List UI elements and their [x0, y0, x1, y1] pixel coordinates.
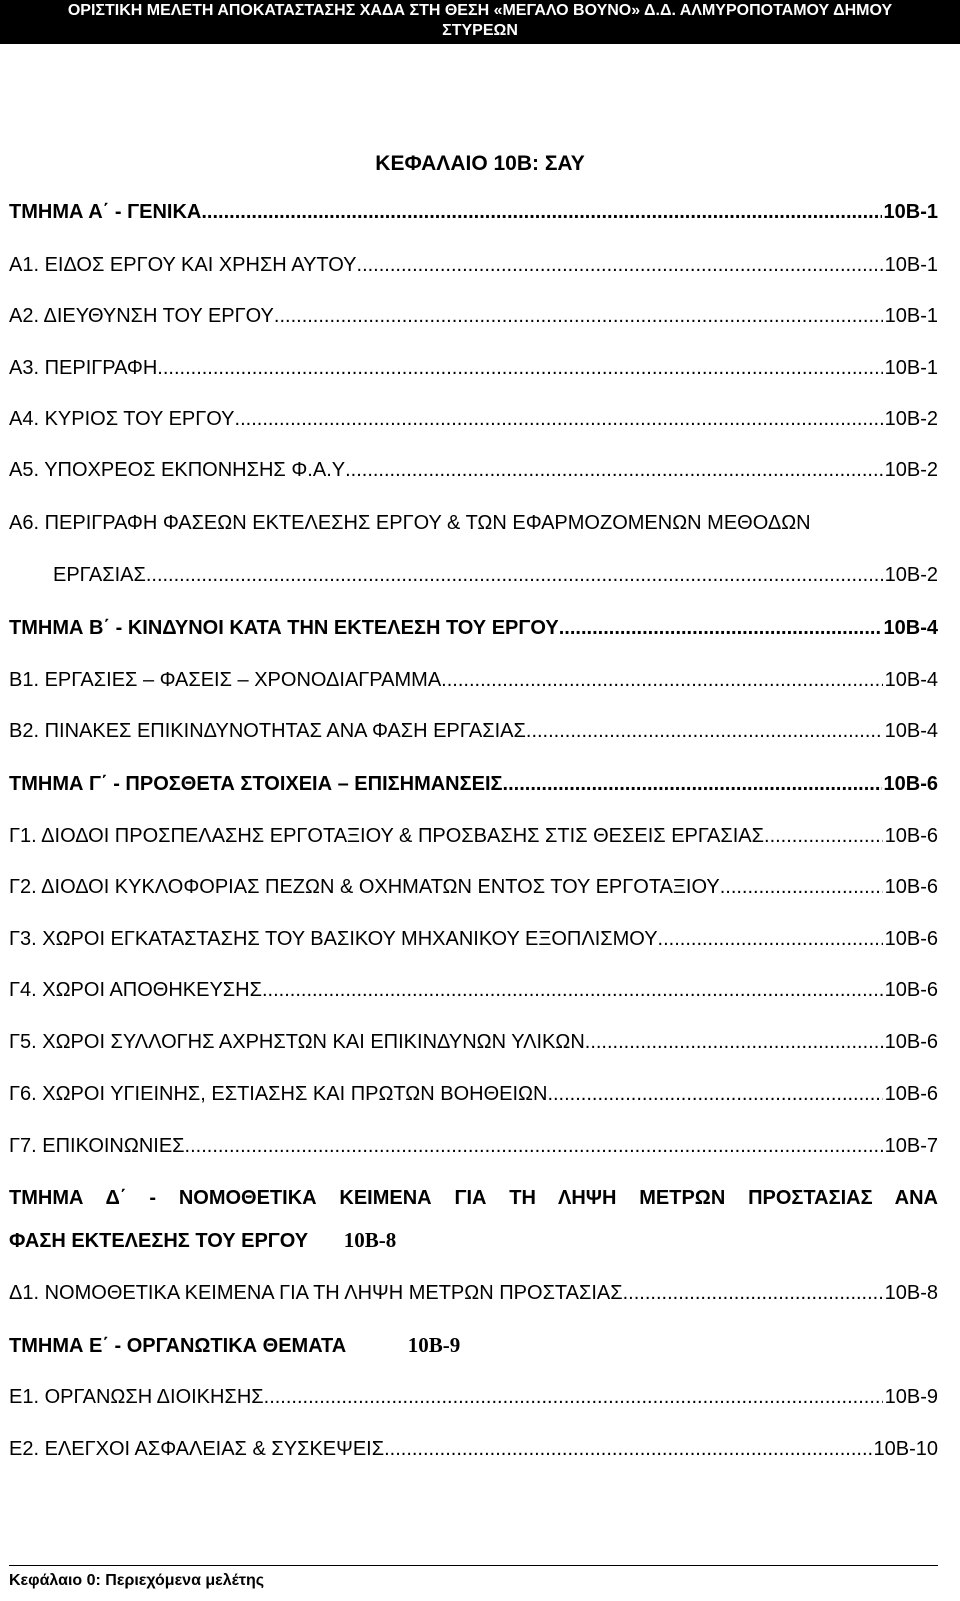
toc-leader [503, 770, 882, 798]
toc-label: Β1. ΕΡΓΑΣΙΕΣ – ΦΑΣΕΙΣ – ΧΡΟΝΟΔΙΑΓΡΑΜΜΑ [9, 669, 442, 691]
toc-item-c2[interactable] [9, 873, 938, 901]
toc-label: Α3. ΠΕΡΙΓΡΑΦΗ [9, 357, 158, 379]
toc-item-a5[interactable] [9, 456, 938, 484]
toc-item-a3[interactable] [9, 354, 938, 382]
toc-leader [201, 198, 881, 226]
toc-section-e[interactable] [9, 1331, 460, 1360]
toc-label: ΤΜΗΜΑ Β΄ - ΚΙΝΔΥΝΟΙ ΚΑΤΑ ΤΗΝ ΕΚΤΕΛΕΣΗ ΤΟΥ ΕΡΓΟΥ [9, 617, 559, 639]
toc-section-a[interactable] [9, 198, 938, 226]
toc-page-number: 10Β-2 [884, 459, 938, 481]
toc-page-number: 10Β-1 [884, 357, 938, 379]
toc-page-number: 10Β-6 [884, 876, 938, 898]
toc-label: Δ1. ΝΟΜΟΘΕΤΙΚΑ ΚΕΙΜΕΝΑ ΓΙΑ ΤΗ ΛΗΨΗ ΜΕΤΡΩΝ ΠΡΟΣΤΑΣΙΑΣ [9, 1282, 623, 1304]
toc-page-number: 10Β-2 [884, 564, 938, 586]
header-line-2: ΣΤΥΡΕΩΝ [442, 22, 518, 39]
toc-label: Α2. ΔΙΕΥΘΥΝΣΗ ΤΟΥ ΕΡΓΟΥ [9, 305, 274, 327]
toc-page-number: 10Β-1 [883, 201, 938, 223]
toc-item-e2[interactable] [9, 1435, 938, 1463]
toc-leader [764, 822, 883, 850]
toc-leader [262, 976, 883, 1004]
toc-label: ΕΡΓΑΣΙΑΣ [53, 564, 146, 586]
page-footer: Κεφάλαιο 0: Περιεχόμενα μελέτης [9, 1572, 265, 1589]
header-line-1: ΟΡΙΣΤΙΚΗ ΜΕΛΕΤΗ ΑΠΟΚΑΤΑΣΤΑΣΗΣ ΧΑΔΑ ΣΤΗ ΘΕΣΗ «ΜΕΓΑΛΟ ΒΟΥΝΟ» Δ.Δ. ΑΛΜΥΡΟΠΟΤΑΜΟΥ ΔΗΜΟΥ [67, 2, 893, 19]
toc-label: Γ2. ΔΙΟΔΟΙ ΚΥΚΛΟΦΟΡΙΑΣ ΠΕΖΩΝ & ΟΧΗΜΑΤΩΝ ΕΝΤΟΣ ΤΟΥ ΕΡΓΟΤΑΞΙΟΥ [9, 876, 720, 898]
toc-section-d-line-2[interactable] [9, 1226, 396, 1255]
toc-item-c6[interactable] [9, 1080, 938, 1108]
toc-label: ΤΜΗΜΑ Ε΄ - ΟΡΓΑΝΩΤΙΚΑ ΘΕΜΑΤΑ [9, 1335, 347, 1357]
toc-page-number: 10Β-4 [883, 617, 938, 639]
toc-leader [585, 1028, 883, 1056]
toc-item-d1[interactable] [9, 1279, 938, 1307]
toc-label: ΤΜΗΜΑ Α΄ - ΓΕΝΙΚΑ [9, 201, 202, 223]
toc-page-number: 10Β-6 [884, 1031, 938, 1053]
toc-leader [384, 1435, 871, 1463]
toc-label: Γ3. ΧΩΡΟΙ ΕΓΚΑΤΑΣΤΑΣΗΣ ΤΟΥ ΒΑΣΙΚΟΥ ΜΗΧΑΝΙΚΟΥ ΕΞΟΠΛΙΣΜΟΥ [9, 928, 658, 950]
toc-item-c7[interactable] [9, 1132, 938, 1160]
toc-leader [185, 1132, 883, 1160]
toc-label: Γ5. ΧΩΡΟΙ ΣΥΛΛΟΓΗΣ ΑΧΡΗΣΤΩΝ ΚΑΙ ΕΠΙΚΙΝΔΥΝΩΝ ΥΛΙΚΩΝ [9, 1031, 585, 1053]
toc-label: ΦΑΣΗ ΕΚΤΕΛΕΣΗΣ ΤΟΥ ΕΡΓΟΥ [9, 1230, 309, 1252]
document-header [0, 0, 960, 44]
toc-item-a1[interactable] [9, 251, 938, 279]
toc-section-b[interactable] [9, 614, 938, 642]
toc-item-e1[interactable] [9, 1383, 938, 1411]
toc-leader [157, 354, 882, 382]
toc-leader [720, 873, 883, 901]
toc-leader [235, 405, 883, 433]
toc-section-c[interactable] [9, 770, 938, 798]
toc-item-b2[interactable] [9, 717, 938, 745]
toc-page-number: 10Β-6 [884, 1083, 938, 1105]
toc-page-number: 10Β-9 [407, 1333, 461, 1357]
toc-page-number: 10Β-2 [884, 408, 938, 430]
toc-label: ΤΜΗΜΑ Γ΄ - ΠΡΟΣΘΕΤΑ ΣΤΟΙΧΕΙΑ – ΕΠΙΣΗΜΑΝΣΕΙΣ [9, 773, 503, 795]
toc-item-c1[interactable] [9, 822, 938, 850]
toc-leader [264, 1383, 883, 1411]
toc-leader [441, 666, 882, 694]
toc-label: Α5. ΥΠΟΧΡΕΟΣ ΕΚΠΟΝΗΣΗΣ Φ.Α.Υ [9, 459, 346, 481]
toc-item-c4[interactable] [9, 976, 938, 1004]
toc-item-a6-line-1[interactable]: Α6. ΠΕΡΙΓΡΑΦΗ ΦΑΣΕΩΝ ΕΚΤΕΛΕΣΗΣ ΕΡΓΟΥ & ΤΩΝ ΕΦΑΡΜΟΖΟΜΕΝΩΝ ΜΕΘΟΔΩΝ [9, 512, 811, 534]
toc-item-a2[interactable] [9, 302, 938, 330]
toc-leader [623, 1279, 883, 1307]
chapter-title: ΚΕΦΑΛΑΙΟ 10Β: ΣΑΥ [375, 152, 585, 175]
toc-label: Γ6. ΧΩΡΟΙ ΥΓΙΕΙΝΗΣ, ΕΣΤΙΑΣΗΣ ΚΑΙ ΠΡΩΤΩΝ ΒΟΗΘΕΙΩΝ [9, 1083, 548, 1105]
toc-item-a6[interactable] [53, 561, 938, 589]
toc-leader [274, 302, 883, 330]
toc-section-d-line-1[interactable]: ΤΜΗΜΑ Δ΄ - ΝΟΜΟΘΕΤΙΚΑ ΚΕΙΜΕΝΑ ΓΙΑ ΤΗ ΛΗΨΗ ΜΕΤΡΩΝ ΠΡΟΣΤΑΣΙΑΣ ΑΝΑ [9, 1187, 938, 1209]
toc-label: Ε1. ΟΡΓΑΝΩΣΗ ΔΙΟΙΚΗΣΗΣ [9, 1386, 264, 1408]
toc-page-number: 10Β-8 [884, 1282, 938, 1304]
toc-leader [146, 561, 883, 589]
toc-page-number: 10Β-7 [884, 1135, 938, 1157]
toc-item-c5[interactable] [9, 1028, 938, 1056]
toc-leader [526, 717, 883, 745]
toc-item-c3[interactable] [9, 925, 938, 953]
toc-page-number: 10Β-6 [884, 825, 938, 847]
toc-item-b1[interactable] [9, 666, 938, 694]
toc-page-number: 10Β-6 [884, 928, 938, 950]
toc-label: Α4. ΚΥΡΙΟΣ ΤΟΥ ΕΡΓΟΥ [9, 408, 235, 430]
toc-page-number: 10Β-9 [884, 1386, 938, 1408]
toc-page-number: 10Β-6 [883, 773, 938, 795]
toc-label: Β2. ΠΙΝΑΚΕΣ ΕΠΙΚΙΝΔΥΝΟΤΗΤΑΣ ΑΝΑ ΦΑΣΗ ΕΡΓΑΣΙΑΣ [9, 720, 526, 742]
toc-label: Α1. ΕΙΔΟΣ ΕΡΓΟΥ ΚΑΙ ΧΡΗΣΗ ΑΥΤΟΥ [9, 254, 357, 276]
toc-page-number: 10Β-8 [343, 1228, 397, 1252]
toc-page-number: 10Β-10 [873, 1438, 938, 1460]
footer-divider [9, 1565, 938, 1566]
toc-item-a4[interactable] [9, 405, 938, 433]
toc-label: Γ1. ΔΙΟΔΟΙ ΠΡΟΣΠΕΛΑΣΗΣ ΕΡΓΟΤΑΞΙΟΥ & ΠΡΟΣΒΑΣΗΣ ΣΤΙΣ ΘΕΣΕΙΣ ΕΡΓΑΣΙΑΣ [9, 825, 765, 847]
toc-leader [345, 456, 883, 484]
toc-leader [559, 614, 882, 642]
toc-leader [658, 925, 883, 953]
toc-leader [357, 251, 883, 279]
toc-label: Ε2. ΕΛΕΓΧΟΙ ΑΣΦΑΛΕΙΑΣ & ΣΥΣΚΕΨΕΙΣ [9, 1438, 385, 1460]
toc-page-number: 10Β-4 [884, 720, 938, 742]
toc-page-number: 10Β-1 [884, 254, 938, 276]
toc-page-number: 10Β-6 [884, 979, 938, 1001]
toc-page-number: 10Β-1 [884, 305, 938, 327]
toc-page-number: 10Β-4 [884, 669, 938, 691]
toc-leader [547, 1080, 882, 1108]
toc-label: Γ4. ΧΩΡΟΙ ΑΠΟΘΗΚΕΥΣΗΣ [9, 979, 262, 1001]
toc-label: Γ7. ΕΠΙΚΟΙΝΩΝΙΕΣ [9, 1135, 185, 1157]
